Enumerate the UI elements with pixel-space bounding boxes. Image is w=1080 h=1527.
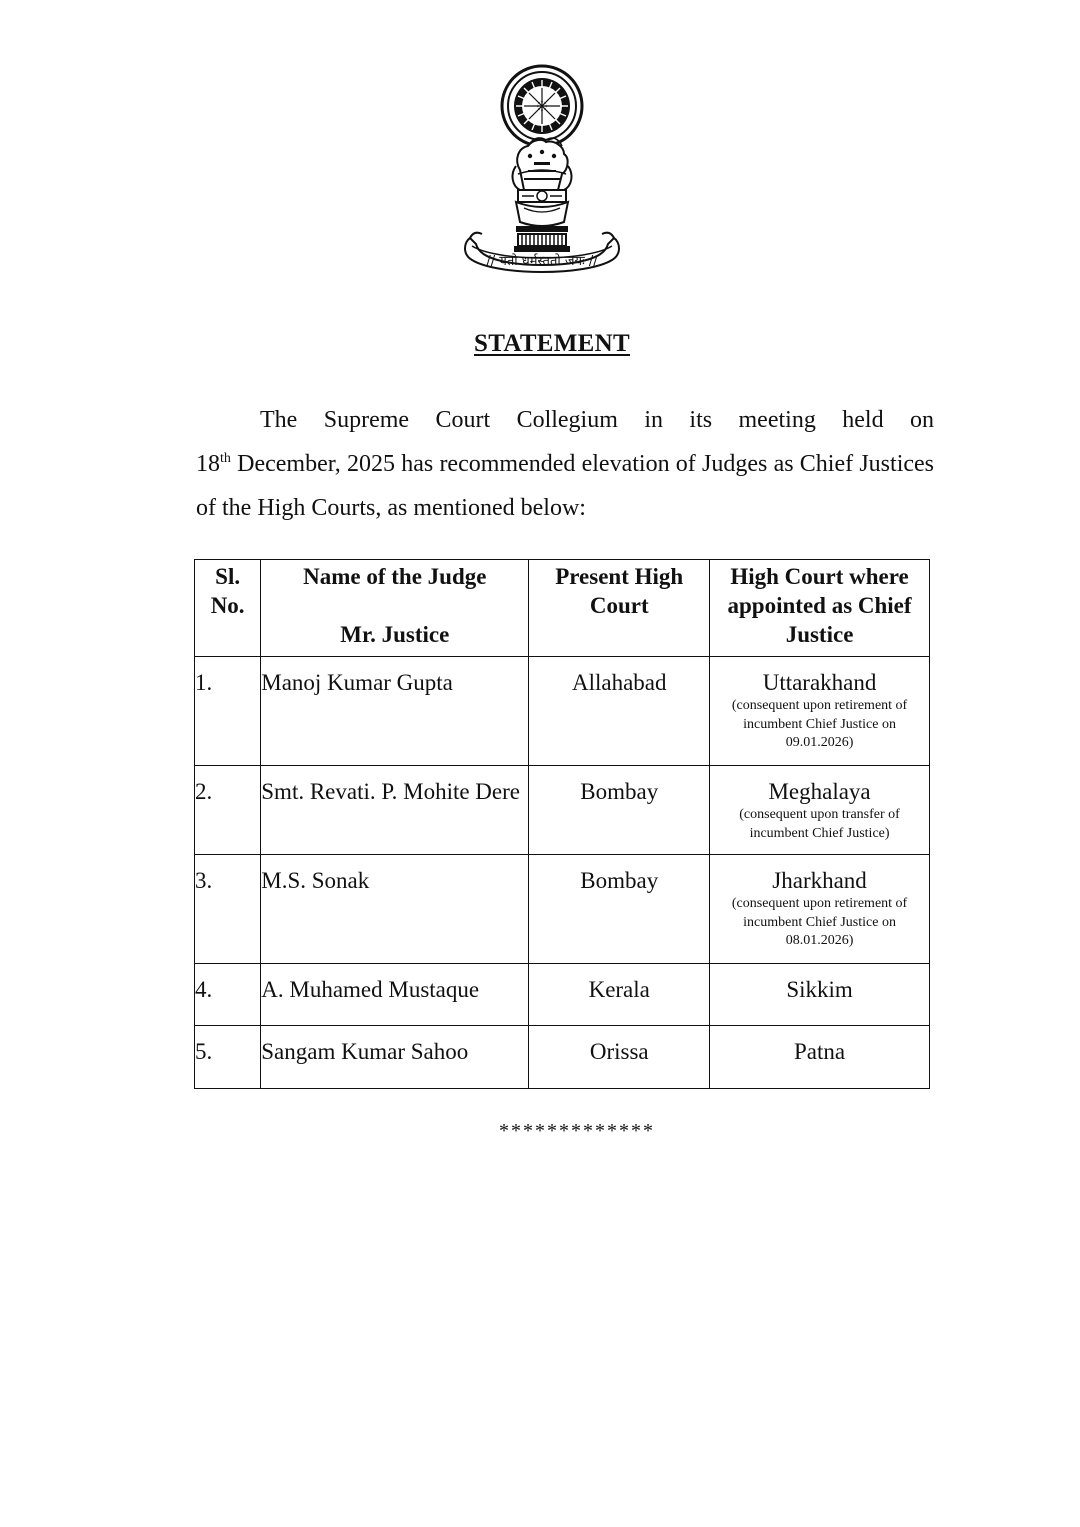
page-title: STATEMENT <box>474 330 630 357</box>
paragraph-line1: The Supreme Court Collegium in its meeting held on <box>260 407 934 433</box>
row-present: Bombay <box>529 766 710 855</box>
judges-table <box>194 559 930 1089</box>
row-name: A. Muhamed Mustaque <box>261 964 529 1026</box>
row-note: (consequent upon retirement of incumbent Chief Justice on 08.01.2026) <box>731 896 908 948</box>
row-appointed: Patna <box>710 1026 930 1089</box>
supreme-court-emblem <box>458 62 626 284</box>
row-sl: 3. <box>195 855 261 964</box>
emblem-icon <box>458 62 626 284</box>
row-sl: 2. <box>195 766 261 855</box>
header-present: Present High Court <box>529 560 710 657</box>
header-appointed: High Court where appointed as Chief Justice <box>710 560 930 657</box>
row-appointed: Sikkim <box>710 964 930 1026</box>
row-present: Kerala <box>529 964 710 1026</box>
table-row <box>195 1026 930 1089</box>
paragraph-day: 18 <box>196 451 220 477</box>
row-sl: 5. <box>195 1026 261 1089</box>
table-row <box>195 964 930 1026</box>
row-name: Smt. Revati. P. Mohite Dere <box>261 766 529 855</box>
row-sl: 4. <box>195 964 261 1026</box>
paragraph-rest: December, 2025 has recommended elevation of Judges as Chief Justices of the High Courts, as mentioned below: <box>196 451 935 521</box>
footer-stars: ************* <box>499 1120 655 1142</box>
table-header-row <box>195 560 930 657</box>
row-appointed: Meghalaya (consequent upon transfer of incumbent Chief Justice) <box>710 766 930 855</box>
row-appointed: Uttarakhand (consequent upon retirement of incumbent Chief Justice on 09.01.2026) <box>710 657 930 766</box>
row-note: (consequent upon retirement of incumbent Chief Justice on 09.01.2026) <box>731 698 908 750</box>
row-name: M.S. Sonak <box>261 855 529 964</box>
row-note: (consequent upon transfer of incumbent Chief Justice) <box>739 807 900 841</box>
header-name: Name of the Judge Mr. Justice <box>261 560 529 657</box>
statement-paragraph <box>196 398 934 530</box>
row-name: Sangam Kumar Sahoo <box>261 1026 529 1089</box>
emblem-motto: // यतो धर्मस्ततो जयः // <box>486 254 598 269</box>
row-appointed: Jharkhand (consequent upon retirement of incumbent Chief Justice on 08.01.2026) <box>710 855 930 964</box>
header-name-sub: Mr. Justice <box>340 622 450 647</box>
row-present: Bombay <box>529 855 710 964</box>
paragraph-day-suffix: th <box>220 451 231 466</box>
row-present: Allahabad <box>529 657 710 766</box>
row-sl: 1. <box>195 657 261 766</box>
row-present: Orissa <box>529 1026 710 1089</box>
row-name: Manoj Kumar Gupta <box>261 657 529 766</box>
table-row <box>195 766 930 855</box>
header-sl: Sl. No. <box>195 560 261 657</box>
table-row <box>195 657 930 766</box>
table-row <box>195 855 930 964</box>
